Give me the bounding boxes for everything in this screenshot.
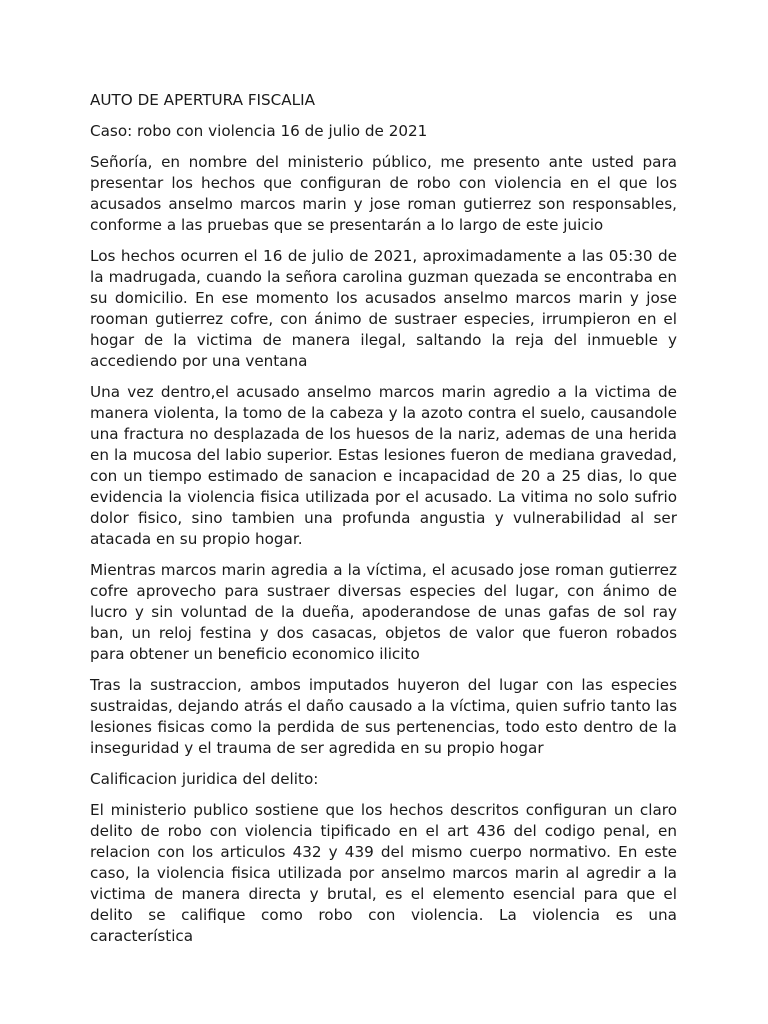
- paragraph-facts: Los hechos ocurren el 16 de julio de 2021, aproximadamente a las 05:30 de la madrugada, cuando la señora carolina guzman quezada se encontraba en su domicilio. En ese momento los acusados anselmo marcos marin y jose rooman gutierrez cofre, con ánimo de sustraer especies, irrumpieron en el hogar de la victima de manera ilegal, saltando la reja del inmueble y accediendo por una ventana: [90, 247, 677, 370]
- paragraph-escape: Tras la sustraccion, ambos imputados huyeron del lugar con las especies sustraidas, dejando atrás el daño causado a la víctima, quien sufrio tanto las lesiones fisicas como la perdida de sus pertenencias, todo esto dentro de la inseguridad y el trauma de ser agredida en su propio hogar: [90, 676, 677, 757]
- paragraph-theft: Mientras marcos marin agredia a la víctima, el acusado jose roman gutierrez cofre aprovecho para sustraer diversas especies del lugar, con ánimo de lucro y sin voluntad de la dueña, apoderandose de unas gafas de sol ray ban, un reloj festina y dos casacas, objetos de valor que fueron robados para obtener un beneficio economico ilicito: [90, 561, 677, 663]
- paragraph-introduction: Señoría, en nombre del ministerio público, me presento ante usted para presentar los hechos que configuran de robo con violencia en el que los acusados anselmo marcos marin y jose roman gutierrez son responsables, conforme a las pruebas que se presentarán a lo largo de este juicio: [90, 153, 677, 234]
- document-title: AUTO DE APERTURA FISCALIA: [90, 91, 316, 109]
- section-heading: Calificacion juridica del delito:: [90, 770, 319, 788]
- document-body: [90, 90, 677, 957]
- case-line: Caso: robo con violencia 16 de julio de 2021: [90, 122, 428, 140]
- paragraph-legal-qualification: El ministerio publico sostiene que los hechos descritos configuran un claro delito de robo con violencia tipificado en el art 436 del codigo penal, en relacion con los articulos 432 y 439 del mismo cuerpo normativo. En este caso, la violencia fisica utilizada por anselmo marcos marin al agredir a la victima de manera directa y brutal, es el elemento esencial para que el delito se califique como robo con violencia. La violencia es una característica: [90, 801, 677, 945]
- paragraph-assault: Una vez dentro,el acusado anselmo marcos marin agredio a la victima de manera violenta, la tomo de la cabeza y la azoto contra el suelo, causandole una fractura no desplazada de los huesos de la nariz, ademas de una herida en la mucosa del labio superior. Estas lesiones fueron de mediana gravedad, con un tiempo estimado de sanacion e incapacidad de 20 a 25 dias, lo que evidencia la violencia fisica utilizada por el acusado. La vitima no solo sufrio dolor fisico, sino tambien una profunda angustia y vulnerabilidad al ser atacada en su propio hogar.: [90, 383, 677, 548]
